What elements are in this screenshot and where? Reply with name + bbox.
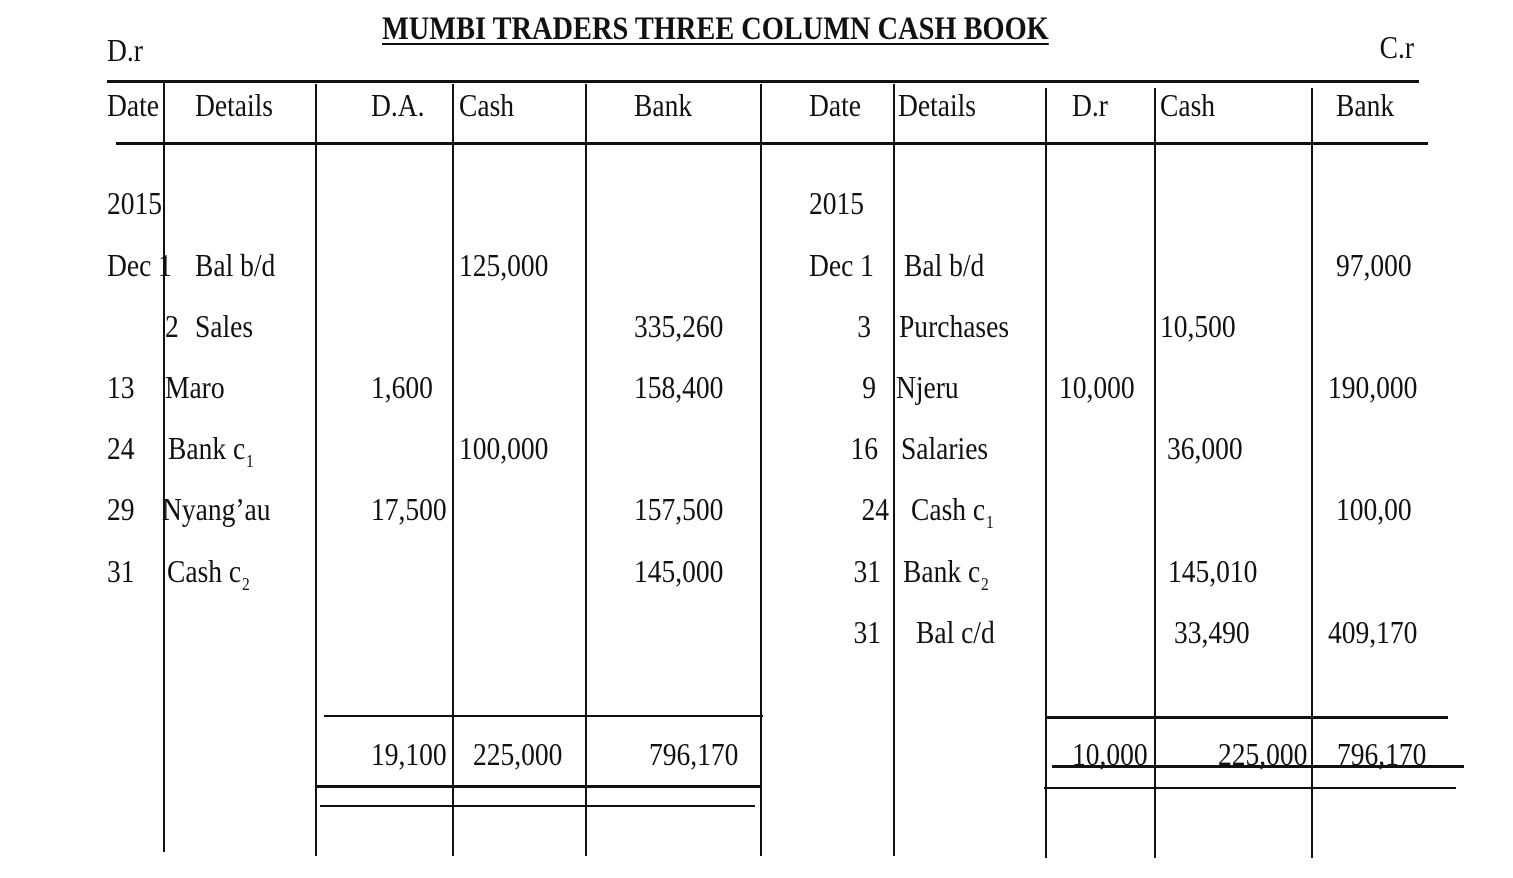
debit-row-details: Nyang’au bbox=[162, 491, 271, 527]
credit-row-date: Dec 1 bbox=[809, 247, 874, 283]
credit-header-date: Date bbox=[809, 87, 861, 123]
credit-row-date: 16 bbox=[850, 430, 878, 466]
credit-details-divider bbox=[1045, 88, 1047, 858]
debit-row-date: 31 bbox=[107, 553, 135, 589]
debit-total-da: 19,100 bbox=[371, 736, 447, 772]
credit-header-details: Details bbox=[898, 87, 976, 123]
debit-total-top-rule bbox=[324, 715, 763, 717]
credit-row-bank: 190,000 bbox=[1328, 369, 1418, 405]
debit-date-divider bbox=[163, 80, 165, 852]
credit-total-bank: 796,170 bbox=[1337, 736, 1427, 772]
credit-total-cash: 225,000 bbox=[1218, 736, 1308, 772]
debit-row-date: 2 bbox=[165, 308, 179, 344]
credit-row-details-subscript: 1 bbox=[985, 512, 994, 532]
credit-row-dr: 10,000 bbox=[1059, 369, 1135, 405]
credit-row-bank: 100,00 bbox=[1336, 491, 1412, 527]
debit-da-divider bbox=[452, 84, 454, 856]
credit-header-dr: D.r bbox=[1072, 87, 1108, 123]
document-title: MUMBI TRADERS THREE COLUMN CASH BOOK bbox=[382, 11, 1049, 47]
credit-row-details: Salaries bbox=[901, 430, 989, 466]
credit-row-date: 9 bbox=[862, 369, 876, 405]
debit-row-details-subscript: 2 bbox=[241, 574, 250, 594]
debit-details-divider bbox=[315, 84, 317, 856]
credit-row-details bbox=[903, 555, 989, 593]
debit-total-bottom-rule bbox=[316, 785, 761, 788]
debit-row-details-text: Bank c bbox=[168, 430, 246, 466]
credit-date-divider bbox=[893, 84, 895, 856]
debit-header-details: Details bbox=[195, 87, 273, 123]
credit-row-cash: 36,000 bbox=[1167, 430, 1243, 466]
debit-header-da: D.A. bbox=[371, 87, 425, 123]
debit-row-cash: 125,000 bbox=[459, 247, 549, 283]
debit-header-date: Date bbox=[107, 87, 159, 123]
credit-row-date: 31 bbox=[853, 614, 881, 650]
credit-row-details: Bal c/d bbox=[916, 614, 995, 650]
debit-row-details-subscript: 1 bbox=[246, 451, 254, 471]
debit-row-date: Dec 1 bbox=[107, 247, 172, 283]
debit-marker: D.r bbox=[107, 32, 143, 68]
credit-row-date: 31 bbox=[853, 553, 881, 589]
credit-row-cash: 33,490 bbox=[1174, 614, 1250, 650]
credit-total-dr: 10,000 bbox=[1072, 736, 1148, 772]
credit-marker: C.r bbox=[1379, 29, 1414, 65]
debit-total-bank: 796,170 bbox=[649, 736, 739, 772]
debit-row-da: 17,500 bbox=[371, 491, 447, 527]
debit-cash-divider bbox=[585, 84, 587, 856]
credit-cash-divider bbox=[1311, 88, 1313, 858]
credit-row-details bbox=[911, 493, 994, 531]
credit-total-bottom-rule bbox=[1044, 787, 1456, 789]
credit-row-cash: 145,010 bbox=[1168, 553, 1258, 589]
debit-year: 2015 bbox=[107, 185, 163, 221]
credit-row-details-subscript: 2 bbox=[981, 574, 989, 594]
credit-header-cash: Cash bbox=[1160, 87, 1216, 123]
debit-row-details: Maro bbox=[165, 369, 225, 405]
credit-year: 2015 bbox=[809, 185, 865, 221]
credit-dr-divider bbox=[1154, 88, 1156, 858]
debit-row-details-text: Cash c bbox=[167, 553, 242, 589]
debit-row-details: Bal b/d bbox=[195, 247, 276, 283]
credit-row-cash: 10,500 bbox=[1160, 308, 1236, 344]
credit-row-details: Purchases bbox=[899, 308, 1010, 344]
debit-row-date: 13 bbox=[107, 369, 135, 405]
debit-header-cash: Cash bbox=[459, 87, 515, 123]
credit-row-details-text: Bank c bbox=[903, 553, 981, 589]
debit-row-bank: 335,260 bbox=[634, 308, 724, 344]
credit-row-details-text: Cash c bbox=[911, 491, 986, 527]
credit-row-bank: 97,000 bbox=[1336, 247, 1412, 283]
credit-row-date: 3 bbox=[857, 308, 871, 344]
header-bottom-rule bbox=[116, 142, 1428, 145]
debit-row-date: 29 bbox=[107, 491, 135, 527]
credit-row-bank: 409,170 bbox=[1328, 614, 1418, 650]
debit-row-bank: 145,000 bbox=[634, 553, 724, 589]
debit-row-bank: 157,500 bbox=[634, 491, 724, 527]
debit-row-da: 1,600 bbox=[371, 369, 433, 405]
debit-row-bank: 158,400 bbox=[634, 369, 724, 405]
header-top-rule bbox=[107, 80, 1419, 83]
debit-row-details bbox=[167, 555, 250, 593]
credit-row-details: Njeru bbox=[896, 369, 959, 405]
debit-row-date: 24 bbox=[107, 430, 135, 466]
debit-total-cash: 225,000 bbox=[473, 736, 563, 772]
debit-row-cash: 100,000 bbox=[459, 430, 549, 466]
credit-row-details: Bal b/d bbox=[904, 247, 985, 283]
credit-total-top-rule bbox=[1046, 716, 1448, 719]
center-divider bbox=[760, 84, 762, 856]
debit-header-bank: Bank bbox=[634, 87, 693, 123]
debit-row-details bbox=[168, 432, 254, 470]
credit-row-date: 24 bbox=[861, 491, 889, 527]
debit-row-details: Sales bbox=[195, 308, 254, 344]
debit-total-double-rule bbox=[320, 805, 755, 807]
credit-header-bank: Bank bbox=[1336, 87, 1395, 123]
